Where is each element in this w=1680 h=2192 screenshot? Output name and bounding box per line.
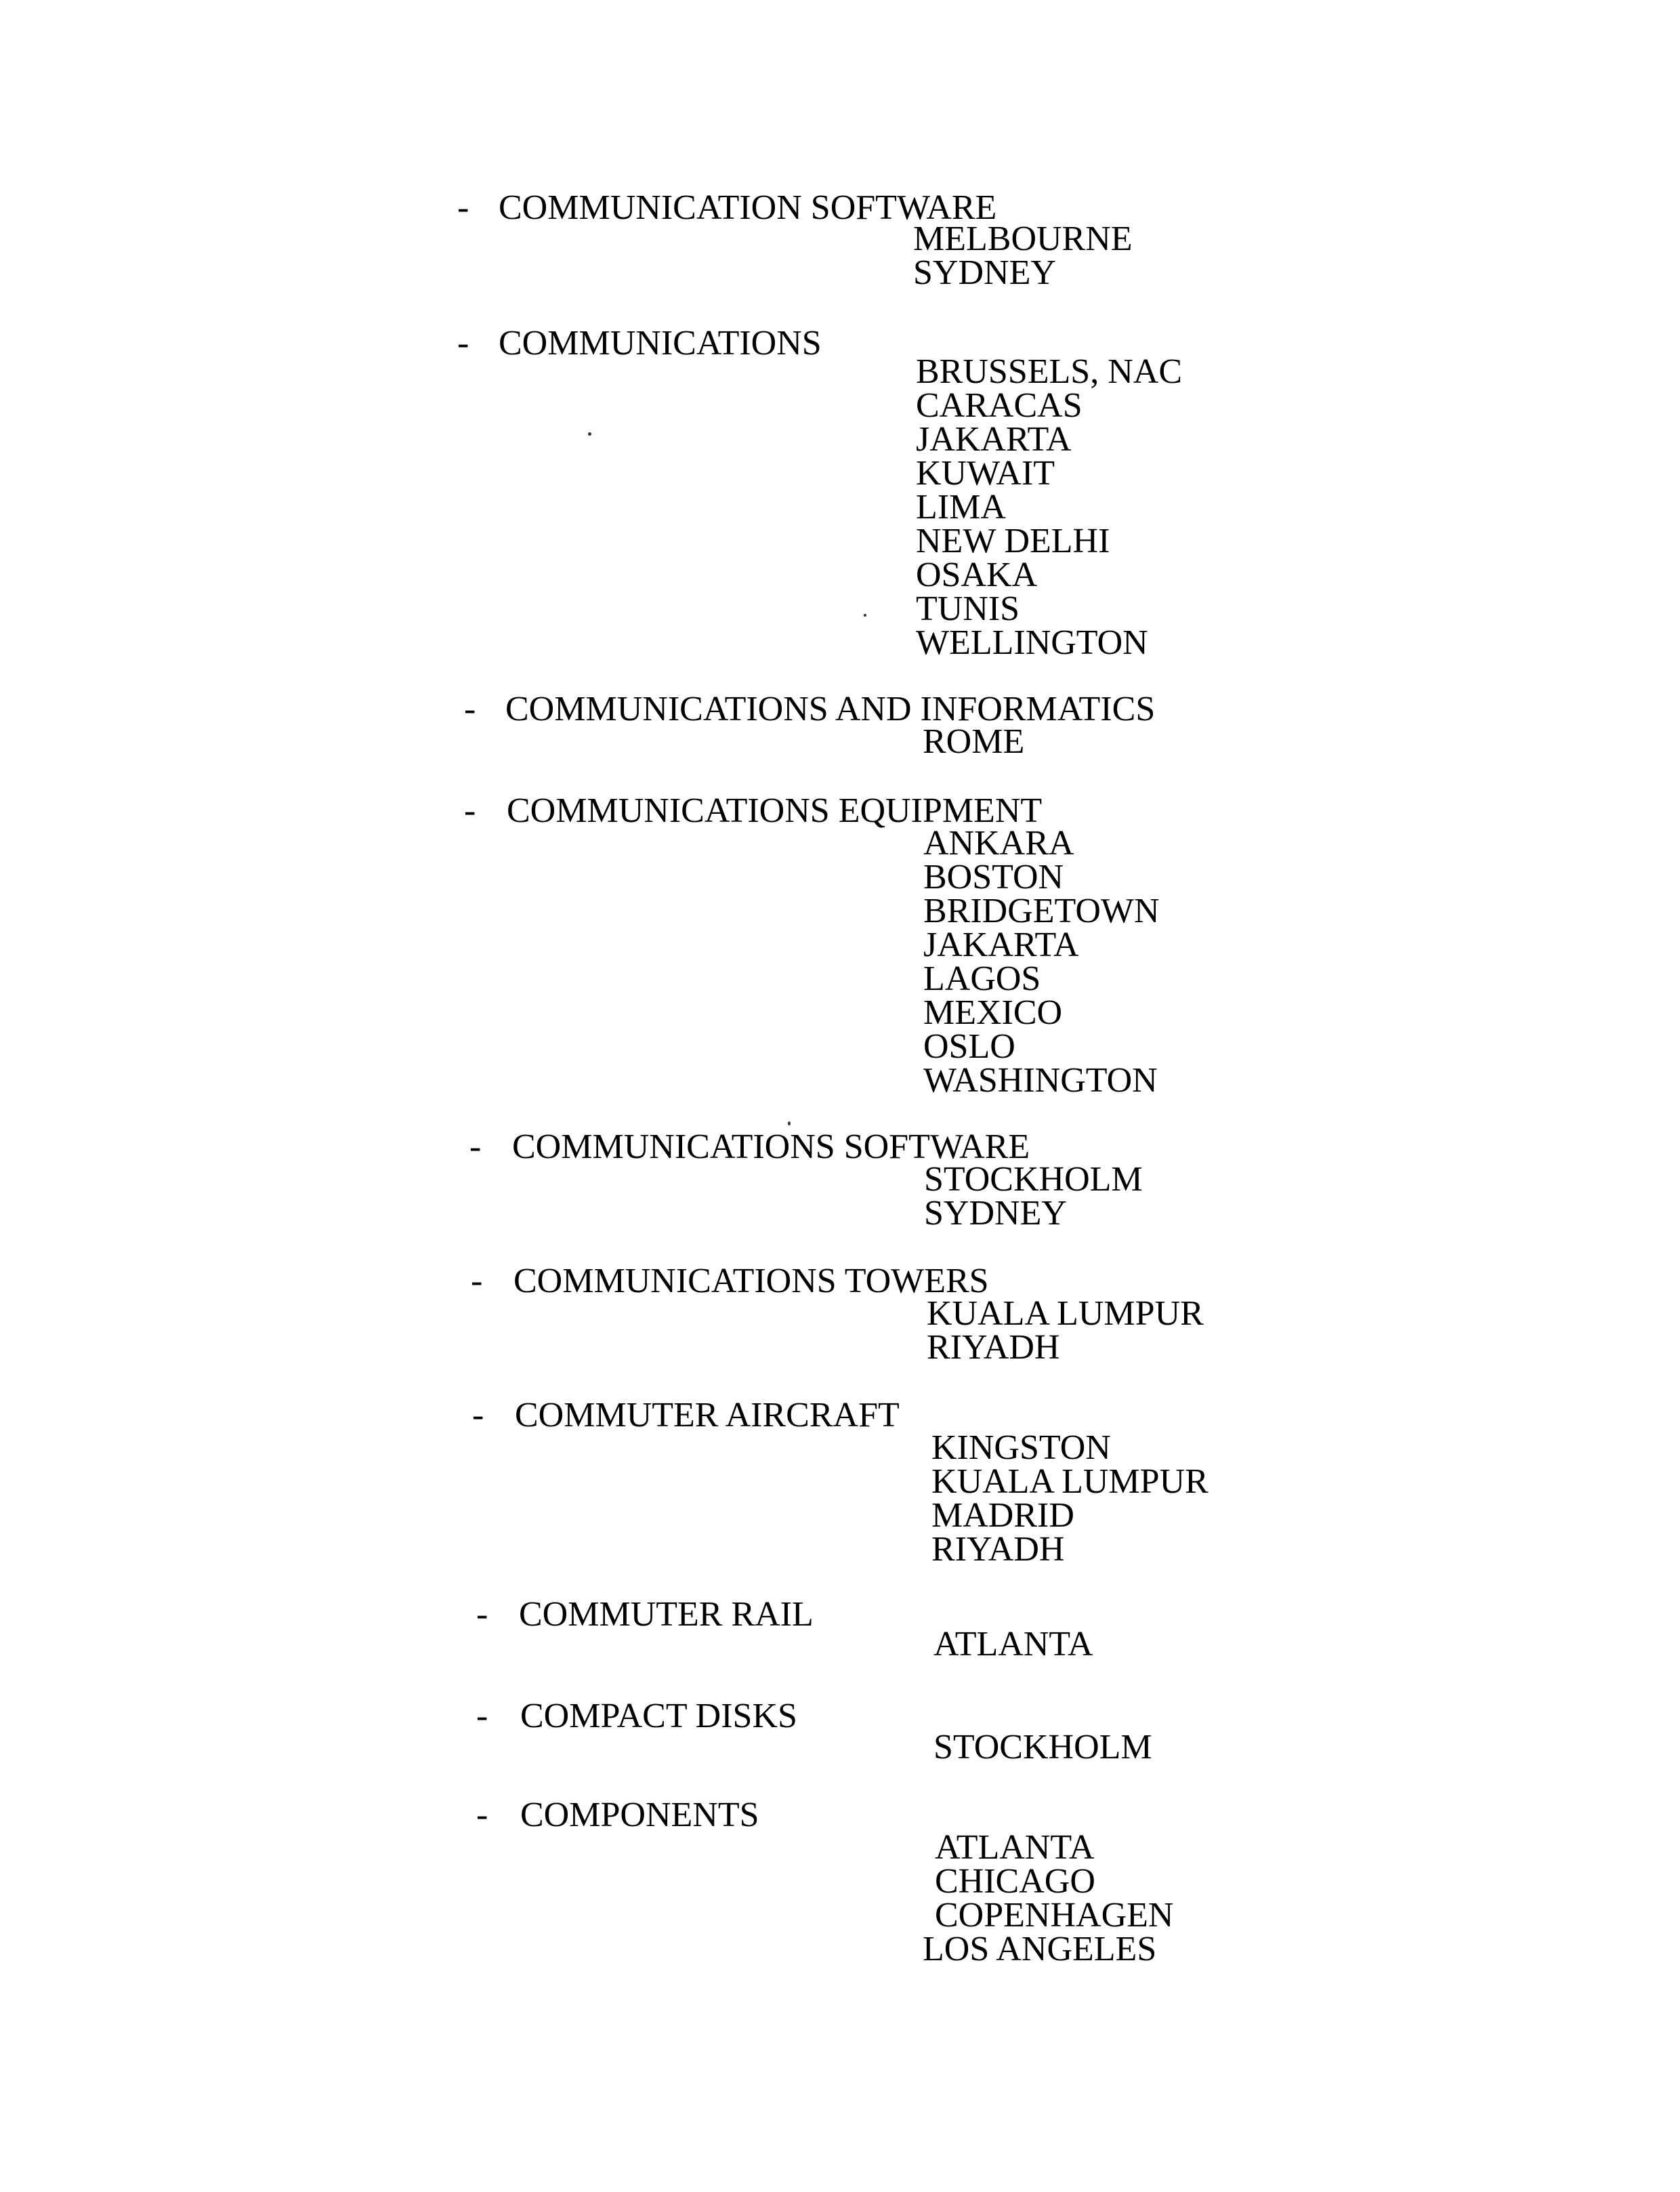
city-list bbox=[933, 1625, 1093, 1663]
entry-dash: - bbox=[472, 1396, 484, 1434]
entry-dash: - bbox=[464, 791, 476, 830]
entry-dash: - bbox=[469, 1128, 482, 1166]
city-item: BRIDGETOWN bbox=[923, 892, 1160, 930]
city-item: WASHINGTON bbox=[923, 1061, 1158, 1100]
city-item: ANKARA bbox=[923, 824, 1074, 863]
city-list bbox=[916, 352, 1182, 662]
city-item: BRUSSELS, NAC bbox=[916, 352, 1182, 391]
city-list bbox=[923, 722, 1025, 761]
entry-heading: COMPACT DISKS bbox=[520, 1697, 797, 1735]
city-list bbox=[924, 1160, 1143, 1233]
entry-dash: - bbox=[464, 690, 476, 728]
city-item: JAKARTA bbox=[916, 420, 1072, 459]
city-item: CHICAGO bbox=[935, 1862, 1095, 1901]
scan-speck bbox=[788, 1121, 791, 1125]
city-item: STOCKHOLM bbox=[924, 1160, 1143, 1199]
city-item: MADRID bbox=[931, 1496, 1074, 1535]
city-item: ATLANTA bbox=[935, 1828, 1095, 1867]
city-item: OSLO bbox=[923, 1027, 1015, 1066]
entry-heading: COMMUNICATION SOFTWARE bbox=[499, 188, 997, 227]
city-item: KINGSTON bbox=[931, 1428, 1111, 1467]
entry-dash: - bbox=[476, 1595, 488, 1634]
city-list bbox=[913, 222, 1133, 290]
city-list bbox=[933, 1728, 1152, 1766]
entry-dash: - bbox=[457, 188, 469, 227]
city-item: CARACAS bbox=[916, 386, 1083, 425]
city-item: LAGOS bbox=[923, 959, 1041, 998]
entry-dash: - bbox=[471, 1262, 483, 1300]
city-item: SYDNEY bbox=[913, 253, 1056, 292]
city-item: BOSTON bbox=[923, 858, 1064, 896]
entry-dash: - bbox=[476, 1796, 488, 1834]
city-item: LIMA bbox=[916, 488, 1006, 526]
city-item: RIYADH bbox=[931, 1530, 1065, 1569]
city-item: ATLANTA bbox=[933, 1625, 1093, 1663]
entry-heading: COMMUNICATIONS TOWERS bbox=[513, 1262, 989, 1300]
city-item: KUALA LUMPUR bbox=[931, 1462, 1209, 1501]
city-item: LOS ANGELES bbox=[923, 1930, 1157, 1968]
city-item: NEW DELHI bbox=[916, 522, 1110, 560]
entry-dash: - bbox=[476, 1697, 488, 1735]
city-item: JAKARTA bbox=[923, 926, 1079, 964]
city-item: MEXICO bbox=[923, 993, 1063, 1032]
city-item: KUWAIT bbox=[916, 454, 1055, 493]
city-item: SYDNEY bbox=[924, 1194, 1067, 1233]
city-item: MELBOURNE bbox=[913, 220, 1133, 258]
entry-heading: COMMUTER RAIL bbox=[519, 1595, 814, 1634]
entry-heading: COMMUNICATIONS SOFTWARE bbox=[512, 1128, 1030, 1166]
entry-heading: COMPONENTS bbox=[520, 1796, 759, 1834]
scan-speck bbox=[864, 614, 866, 617]
city-list bbox=[923, 824, 1160, 1100]
city-list bbox=[931, 1428, 1209, 1569]
city-item: OSAKA bbox=[916, 556, 1038, 594]
entry-heading: COMMUNICATIONS bbox=[499, 324, 822, 363]
city-item: ROME bbox=[923, 722, 1025, 761]
city-item: TUNIS bbox=[916, 590, 1020, 628]
city-item: STOCKHOLM bbox=[933, 1728, 1152, 1766]
scan-speck bbox=[588, 432, 591, 436]
city-list bbox=[927, 1294, 1204, 1367]
city-item: KUALA LUMPUR bbox=[927, 1294, 1204, 1333]
city-list bbox=[923, 1828, 1174, 1968]
entry-heading: COMMUNICATIONS EQUIPMENT bbox=[507, 791, 1043, 830]
city-item: RIYADH bbox=[927, 1328, 1060, 1367]
city-item: WELLINGTON bbox=[916, 623, 1148, 662]
entry-dash: - bbox=[457, 324, 469, 363]
entry-heading: COMMUTER AIRCRAFT bbox=[515, 1396, 900, 1434]
city-item: COPENHAGEN bbox=[935, 1896, 1174, 1935]
entry-heading: COMMUNICATIONS AND INFORMATICS bbox=[505, 690, 1156, 728]
